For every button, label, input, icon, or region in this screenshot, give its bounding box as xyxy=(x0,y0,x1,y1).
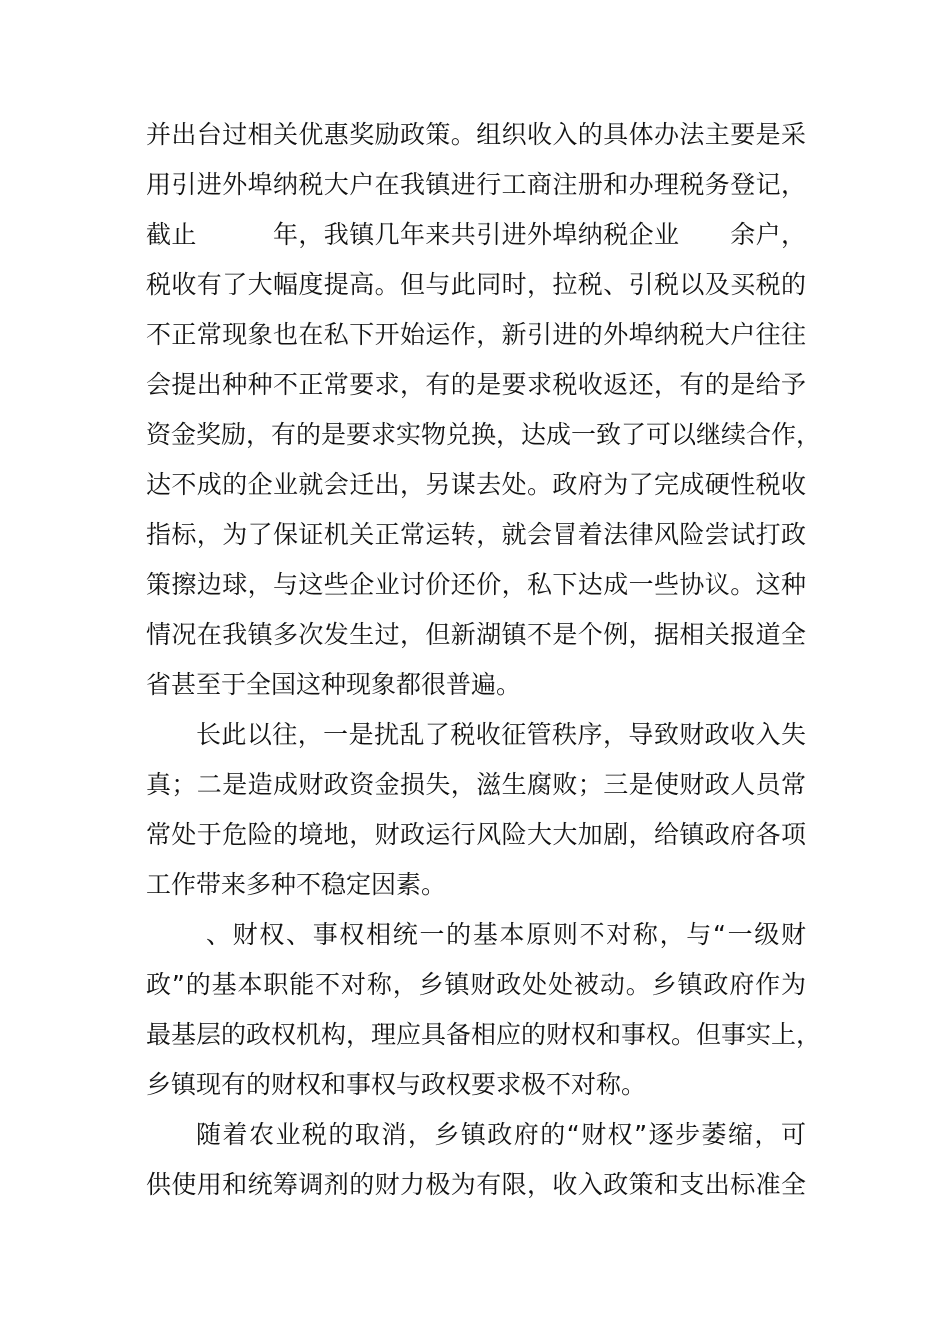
text-line: 省甚至于全国这种现象都很普遍。 xyxy=(146,670,522,699)
text-line: 不正常现象也在私下开始运作，新引进的外埠纳税大户往往 xyxy=(146,320,806,349)
text-line: 达不成的企业就会迁出，另谋去处。政府为了完成硬性税收 xyxy=(146,470,806,499)
text-line: 会提出种种不正常要求，有的是要求税收返还，有的是给予 xyxy=(146,370,806,399)
text-line: 情况在我镇多次发生过，但新湖镇不是个例，据相关报道全 xyxy=(146,620,806,649)
text-line: 税收有了大幅度提高。但与此同时，拉税、引税以及买税的 xyxy=(146,270,806,299)
text-line: 并出台过相关优惠奖励政策。组织收入的具体办法主要是采 xyxy=(146,120,806,149)
text-line: 常处于危险的境地，财政运行风险大大加剧，给镇政府各项 xyxy=(146,820,806,849)
text-line: 、财权、事权相统一的基本原则不对称，与“一级财 xyxy=(206,920,806,949)
text-line: 真；二是造成财政资金损失，滋生腐败；三是使财政人员常 xyxy=(146,770,806,799)
text-line: 资金奖励，有的是要求实物兑换，达成一致了可以继续合作， xyxy=(146,420,822,449)
text-line: 指标，为了保证机关正常运转，就会冒着法律风险尝试打政 xyxy=(146,520,806,549)
text-line: 供使用和统筹调剂的财力极为有限，收入政策和支出标准全 xyxy=(146,1170,806,1199)
text-line: 工作带来多种不稳定因素。 xyxy=(146,870,447,899)
text-line: 用引进外埠纳税大户在我镇进行工商注册和办理税务登记， xyxy=(146,170,806,199)
text-line: 随着农业税的取消，乡镇政府的“财权”逐步萎缩，可 xyxy=(196,1120,806,1149)
text-line: 策擦边球，与这些企业讨价还价，私下达成一些协议。这种 xyxy=(146,570,806,599)
text-line: 政”的基本职能不对称，乡镇财政处处被动。乡镇政府作为 xyxy=(146,970,806,999)
text-line: 最基层的政权机构，理应具备相应的财权和事权。但事实上， xyxy=(146,1020,822,1049)
text-line: 乡镇现有的财权和事权与政权要求极不对称。 xyxy=(146,1070,647,1099)
text-line: 截止 年，我镇几年来共引进外埠纳税企业 余户， xyxy=(146,220,806,249)
body-text xyxy=(146,110,822,1210)
text-line: 长此以往，一是扰乱了税收征管秩序，导致财政收入失 xyxy=(196,720,806,749)
